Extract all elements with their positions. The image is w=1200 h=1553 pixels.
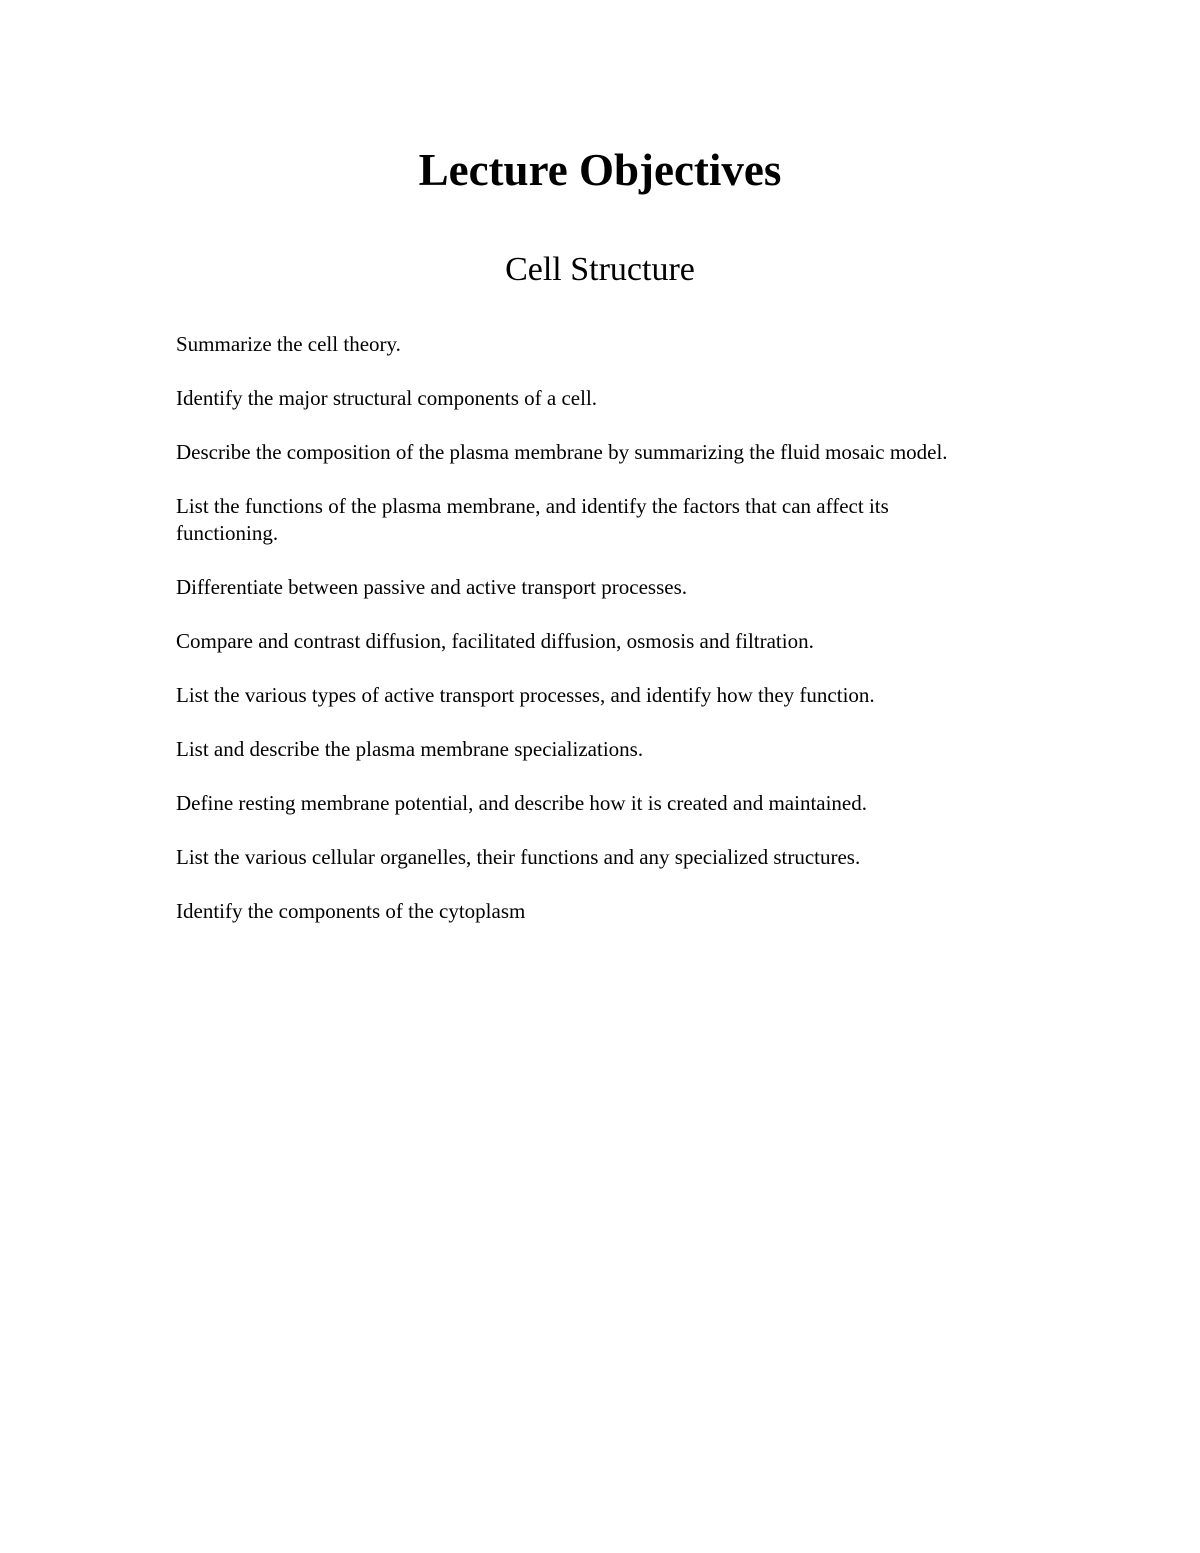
objectives-list	[176, 331, 996, 952]
objective-item: Differentiate between passive and active transport processes.	[176, 575, 687, 599]
page-subtitle: Cell Structure	[505, 251, 695, 288]
objective-item: List the various cellular organelles, their functions and any specialized structures.	[176, 845, 861, 869]
objective-item: Identify the major structural components of a cell.	[176, 386, 598, 410]
objective-item: Describe the composition of the plasma membrane by summarizing the fluid mosaic model.	[176, 440, 948, 464]
objective-item: Summarize the cell theory.	[176, 332, 401, 356]
objective-item: List the functions of the plasma membrane, and identify the factors that can affect its functioning.	[176, 494, 889, 545]
objective-item: List the various types of active transport processes, and identify how they function.	[176, 683, 875, 707]
objective-item: Compare and contrast diffusion, facilitated diffusion, osmosis and filtration.	[176, 629, 814, 653]
page-title: Lecture Objectives	[418, 145, 782, 195]
objective-item: Define resting membrane potential, and describe how it is created and maintained.	[176, 791, 868, 815]
objective-item: Identify the components of the cytoplasm	[176, 899, 526, 923]
objective-item: List and describe the plasma membrane specializations.	[176, 737, 644, 761]
